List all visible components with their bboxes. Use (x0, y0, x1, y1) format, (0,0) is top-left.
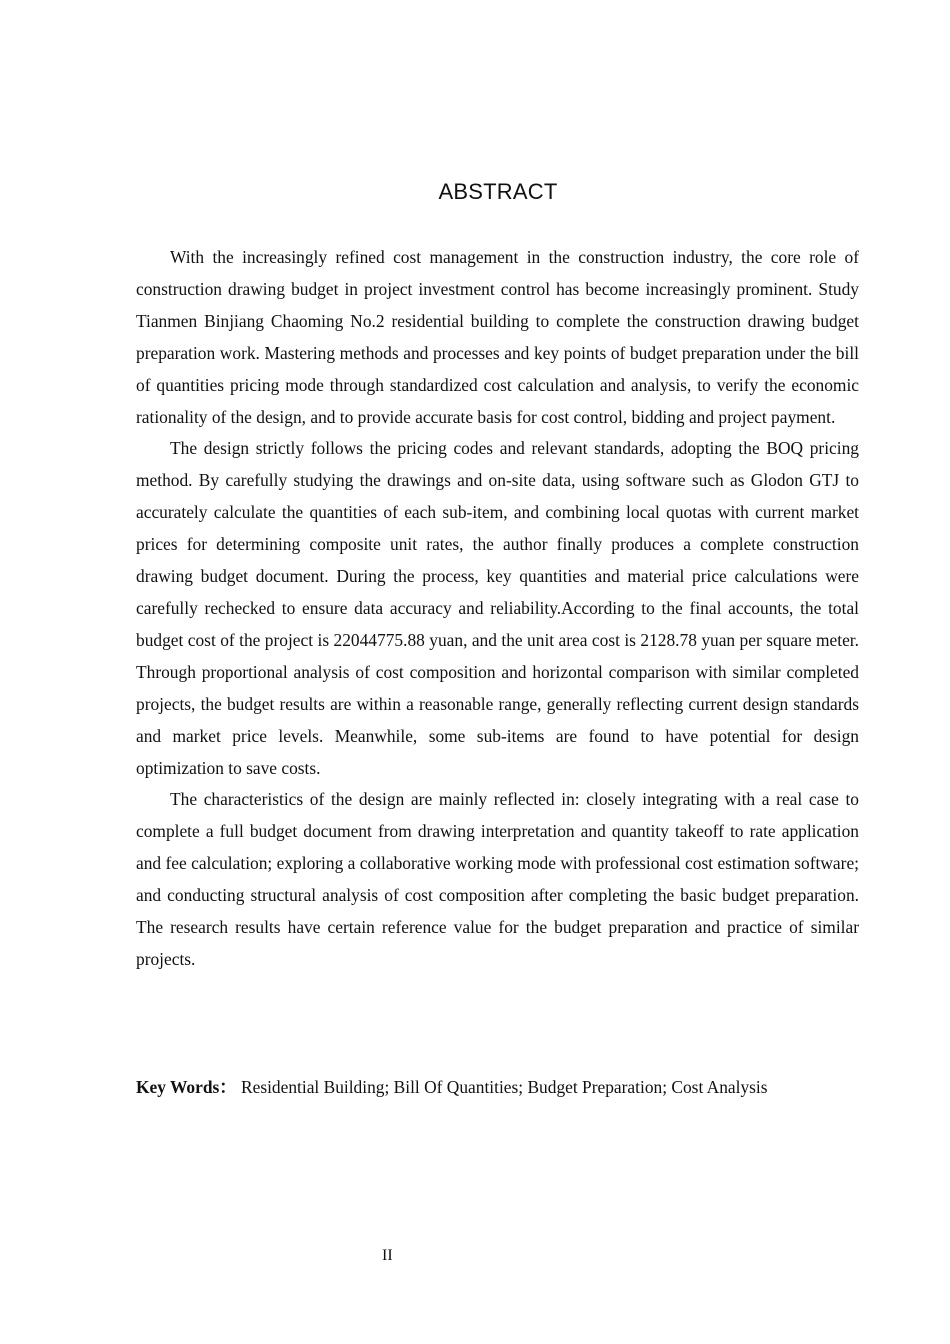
abstract-paragraph-3: The characteristics of the design are mainly reflected in: closely integrating with a real case to complete a full budget document from drawing interpretation and quantity takeoff to rate application and fee calculation; exploring a collaborative working mode with professional cost estimation software; and conducting structural analysis of cost composition after completing the basic budget preparation. The research results have certain reference value for the budget preparation and practice of similar projects. (136, 789, 859, 969)
keywords-line (136, 1072, 896, 1104)
keywords-label: Key Words： (136, 1077, 237, 1097)
page-title: ABSTRACT (438, 179, 558, 204)
keywords-text: Residential Building; Bill Of Quantities; Budget Preparation; Cost Analysis (241, 1077, 768, 1097)
abstract-body (136, 242, 859, 976)
page-number: II (382, 1247, 393, 1264)
abstract-paragraph-2: The design strictly follows the pricing codes and relevant standards, adopting the BOQ pricing method. By carefully studying the drawings and on-site data, using software such as Glodon GTJ to accurately calculate the quantities of each sub-item, and combining local quotas with current market prices for determining composite unit rates, the author finally produces a complete construction drawing budget document. During the process, key quantities and material price calculations were carefully rechecked to ensure data accuracy and reliability.According to the final accounts, the total budget cost of the project is 22044775.88 yuan, and the unit area cost is 2128.78 yuan per square meter. Through proportional analysis of cost composition and horizontal comparison with similar completed projects, the budget results are within a reasonable range, generally reflecting current design standards and market price levels. Meanwhile, some sub-items are found to have potential for design optimization to save costs. (136, 438, 859, 778)
abstract-paragraph-1: With the increasingly refined cost management in the construction industry, the core role of construction drawing budget in project investment control has become increasingly prominent. Study Tianmen Binjiang Chaoming No.2 residential building to complete the construction drawing budget preparation work. Mastering methods and processes and key points of budget preparation under the bill of quantities pricing mode through standardized cost calculation and analysis, to verify the economic rationality of the design, and to provide accurate basis for cost control, bidding and project payment. (136, 247, 859, 427)
